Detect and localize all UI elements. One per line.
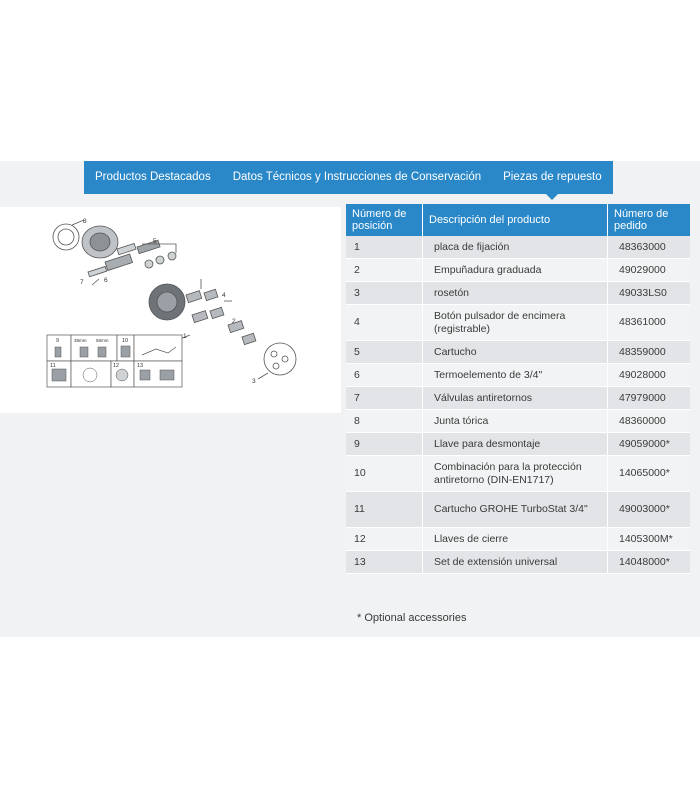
table-row [346,433,690,456]
description-cell: Válvulas antiretornos [423,387,608,410]
callout-8: 8 [83,218,87,225]
position-cell: 7 [346,387,423,410]
description-cell: Botón pulsador de encimera (registrable) [423,305,608,341]
callout-12: 12 [113,363,120,369]
order-number-cell: 49029000 [608,259,691,282]
callout-9: 9 [56,338,60,344]
callout-6: 6 [104,277,108,284]
callout-10: 10 [122,338,129,344]
table-row [346,341,690,364]
position-cell: 5 [346,341,423,364]
description-cell: Llave para desmontaje [423,433,608,456]
header-order-number: Número de pedido [608,204,691,236]
table-row [346,528,690,551]
order-number-cell: 48359000 [608,341,691,364]
description-cell: Combinación para la protección antiretorno (DIN-EN1717) [423,456,608,492]
callout-11: 11 [50,363,56,369]
callout-5: 5 [153,238,157,245]
position-cell: 1 [346,236,423,259]
tab-productos-destacados[interactable]: Productos Destacados [95,171,211,183]
order-number-cell: 49033LS0 [608,282,691,305]
callout-1: 1 [183,333,187,340]
position-cell: 3 [346,282,423,305]
position-cell: 13 [346,551,423,574]
callout-13: 13 [137,363,144,369]
callout-3: 3 [252,378,256,385]
order-number-cell: 49028000 [608,364,691,387]
description-cell: Cartucho [423,341,608,364]
position-cell: 11 [346,492,423,528]
order-number-cell: 48360000 [608,410,691,433]
table-row [346,492,690,528]
order-number-cell: 49003000* [608,492,691,528]
description-cell: Llaves de cierre [423,528,608,551]
position-cell: 9 [346,433,423,456]
position-cell: 4 [346,305,423,341]
description-cell: Junta tórica [423,410,608,433]
tab-bar [84,161,605,194]
spare-parts-table [346,204,690,574]
table-row [346,456,690,492]
table-row [346,236,690,259]
table-row [346,387,690,410]
callout-2: 2 [232,318,236,325]
position-cell: 12 [346,528,423,551]
order-number-cell: 48363000 [608,236,691,259]
legend-38mm: 38mm [74,338,87,343]
order-number-cell: 14065000* [608,456,691,492]
order-number-cell: 49059000* [608,433,691,456]
tab-piezas-de-repuesto[interactable]: Piezas de repuesto [492,161,612,194]
callout-4: 4 [222,292,226,299]
order-number-cell: 48361000 [608,305,691,341]
description-cell: placa de fijación [423,236,608,259]
tab-datos-tecnicos[interactable]: Datos Técnicos y Instrucciones de Conservación [232,171,482,183]
position-cell: 2 [346,259,423,282]
table-row [346,551,690,574]
description-cell: Empuñadura graduada [423,259,608,282]
table-row [346,259,690,282]
diagram-drawing [0,207,341,413]
table-row [346,305,690,341]
exploded-parts-diagram [0,207,341,413]
position-cell: 10 [346,456,423,492]
description-cell: Set de extensión universal [423,551,608,574]
table-row [346,410,690,433]
order-number-cell: 14048000* [608,551,691,574]
header-description: Descripción del producto [423,204,608,236]
header-position: Número de posición [346,204,423,236]
table-row [346,282,690,305]
description-cell: Termoelemento de 3/4" [423,364,608,387]
position-cell: 6 [346,364,423,387]
table-header-row [346,204,690,236]
order-number-cell: 1405300M* [608,528,691,551]
callout-7: 7 [80,279,84,286]
footnote: * Optional accessories [357,612,467,624]
description-cell: rosetón [423,282,608,305]
o-ring-8 [53,224,79,250]
description-cell: Cartucho GROHE TurboStat 3/4" [423,492,608,528]
table-row [346,364,690,387]
position-cell: 8 [346,410,423,433]
order-number-cell: 47979000 [608,387,691,410]
legend-58mm: 58mm [96,338,109,343]
